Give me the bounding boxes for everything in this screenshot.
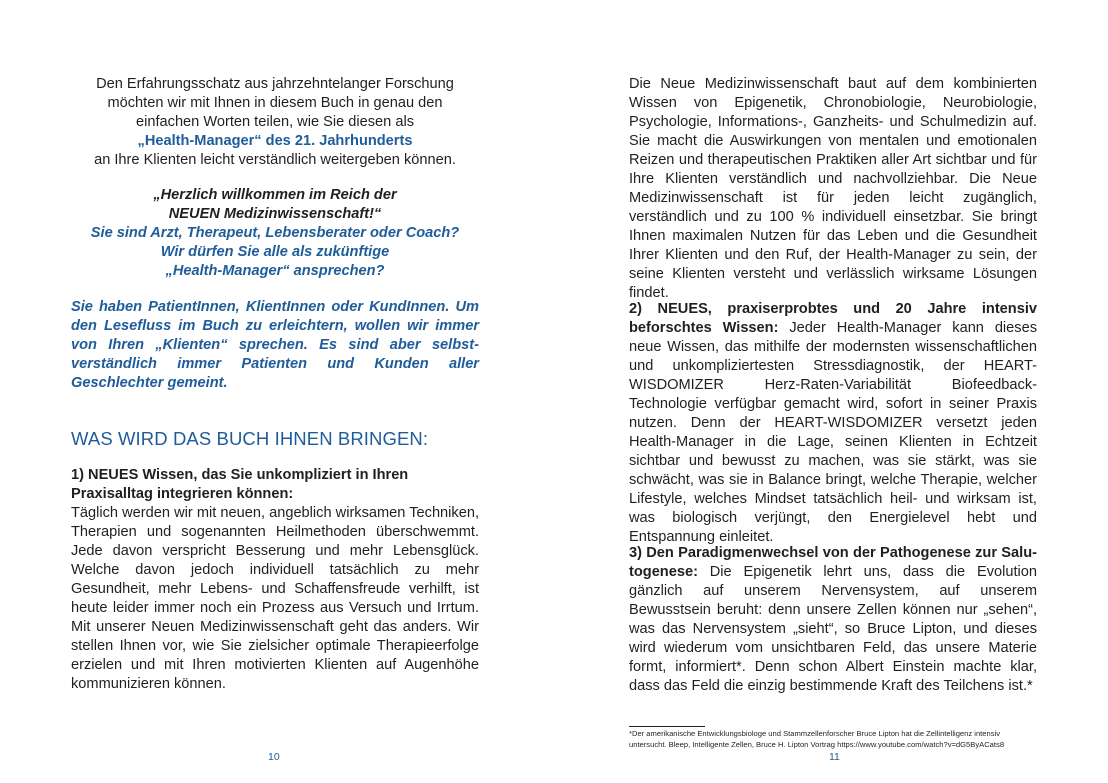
welcome-line: „Herzlich willkommen im Reich der xyxy=(153,187,397,203)
intro-line: möchten wir mit Ihnen in diesem Buch in genau den xyxy=(107,95,443,111)
section-1 xyxy=(71,466,479,694)
section-2-title: 2) NEUES, praxiserprobtes und 20 Jahre intensiv beforschtes Wissen: xyxy=(629,301,1037,336)
paragraph-medical-science xyxy=(629,75,1037,303)
section-1-body: Täglich werden wir mit neuen, angeblich wirksamen Techniken, Therapien und sogenannten Heilmethoden überschwemmt. Jede davon verspricht Besserung und mehr Lebensglück. Welche davon jedoch individuell tatsächlich zu mehr Gesundheit, mehr Lebens- und Schaffensfreude verhilft, ist heute leider immer noch ein Prozess aus Versuch und Irrtum. Mit unserer Neuen Medizinwissenschaft geht das anders. Wir stellen Ihnen vor, wie Sie zielsicher optimale Therapieerfolge erzielen und mit Ihren motivierten Klienten auf Augenhöhe kommunizieren können. xyxy=(71,505,479,692)
intro-paragraph xyxy=(71,75,479,170)
right-page xyxy=(554,0,1108,783)
section-1-title: Praxisalltag integrieren können: xyxy=(71,486,294,502)
gender-note-text: Sie haben PatientInnen, KlientInnen oder KundInnen. Um den Lesefluss im Buch zu erleichtern, wollen wir immer von Ihren „Klienten“ sprechen. Es sind aber selbstverständlich immer Patienten und Kunden aller Geschlechter gemeint. xyxy=(71,299,479,391)
page-number: 10 xyxy=(268,751,280,763)
section-2-body: Jeder Health-Manager kann dieses neue Wissen, das mithilfe der modernsten wissenschaftlichen und unkompliziertesten Stressdiagnostik, der HEART-WISDOMIZER Herz-Raten-Variabilität Biofeedback-Technologie verfügbar gemacht wird, sofort in seiner Praxis nutzen. Denn der HEART-WISDOMIZER versetzt jeden Health-Manager in die Lage, seinen Klienten in Echtzeit sichtbar und bewusst zu machen, was sie stärkt, was sie schwächt, was sie in Balance bringt, welche Therapie, welcher Lifestyle, welches Mindset tatsächlich heil- und wirksam ist, was biologisch verjüngt, den Energielevel hebt und Entspannung einleitet. xyxy=(629,320,1038,545)
intro-closing: an Ihre Klienten leicht verständlich weitergeben können. xyxy=(94,152,456,168)
welcome-question: „Health-Manager“ ansprechen? xyxy=(165,263,385,279)
gender-note xyxy=(71,298,479,393)
section-3-paragraph xyxy=(629,544,1037,696)
welcome-question: Wir dürfen Sie alle als zukünftige xyxy=(160,244,390,260)
section-heading: WAS WIRD DAS BUCH IHNEN BRINGEN: xyxy=(71,428,429,449)
section-1-title: 1) NEUES Wissen, das Sie unkompliziert in Ihren xyxy=(71,467,409,483)
welcome-question: Sie sind Arzt, Therapeut, Lebensberater oder Coach? xyxy=(90,225,460,241)
paragraph-text: Die Neue Medizinwissenschaft baut auf dem kombinierten Wissen von Epigenetik, Chronobiologie, Neurobiologie, Psychologie, Informations-, Ganzheits- und Schulmedizin auf. Sie macht die Auswirkungen von mentalen und emotionalen Reizen und therapeutischen Praktiken aller Art sichtbar und für Ihre Klienten verständlich und nachvollziehbar. Die Neue Medizinwissenschaft ist für jeden leicht zugänglich, verständlich und zu 100 % individuell einsetzbar. Sie bringt Ihnen maximalen Nutzen für das Leben und die Gesundheit Ihrer Klienten und den Ruf, der Health-Manager zu sein, der seine Klienten versteht und verlässlich wirksame Lösungen findet. xyxy=(629,76,1037,301)
footnote-divider xyxy=(629,726,705,727)
section-3-title: 3) Den Paradigmenwechsel von der Pathogenese zur Salutogenese: xyxy=(629,545,1037,580)
section-3 xyxy=(629,544,1037,696)
section-2 xyxy=(629,300,1037,547)
intro-highlight: „Health-Manager“ des 21. Jahrhunderts xyxy=(137,133,413,149)
section-3-body: Die Epigenetik lehrt uns, dass die Evolution gänzlich auf unserem Nervensystem, auf unserem Bewusstsein beruht: denn unsere Zellen können nur „sehen“, was das Nervensystem „sieht“, so Bruce Lipton, und dieses wird wiederum vom unsichtbaren Feld, das unsere Materie formt, informiert*. Denn schon Albert Einstein machte klar, dass das Feld die einzig bestimmende Kraft des Teilchens ist.* xyxy=(629,564,1037,694)
intro-line: Den Erfahrungsschatz aus jahrzehntelanger Forschung xyxy=(96,76,454,92)
page-number: 11 xyxy=(829,751,840,763)
intro-line: einfachen Worten teilen, wie Sie diesen als xyxy=(136,114,414,130)
welcome-block xyxy=(71,186,479,281)
footnote xyxy=(629,729,1049,750)
footnote-line: *Der amerikanische Entwicklungsbiologe und Stammzellenforscher Bruce Lipton hat die Zellintelligenz intensiv xyxy=(629,729,1001,738)
footnote-line: untersucht. Bleep, Intelligente Zellen, Bruce H. Lipton Vortrag https://www.youtube.com/watch?v=dG5ByACats8 xyxy=(629,739,1005,749)
welcome-line: NEUEN Medizinwissenschaft!“ xyxy=(168,206,382,222)
section-2-paragraph xyxy=(629,300,1037,547)
